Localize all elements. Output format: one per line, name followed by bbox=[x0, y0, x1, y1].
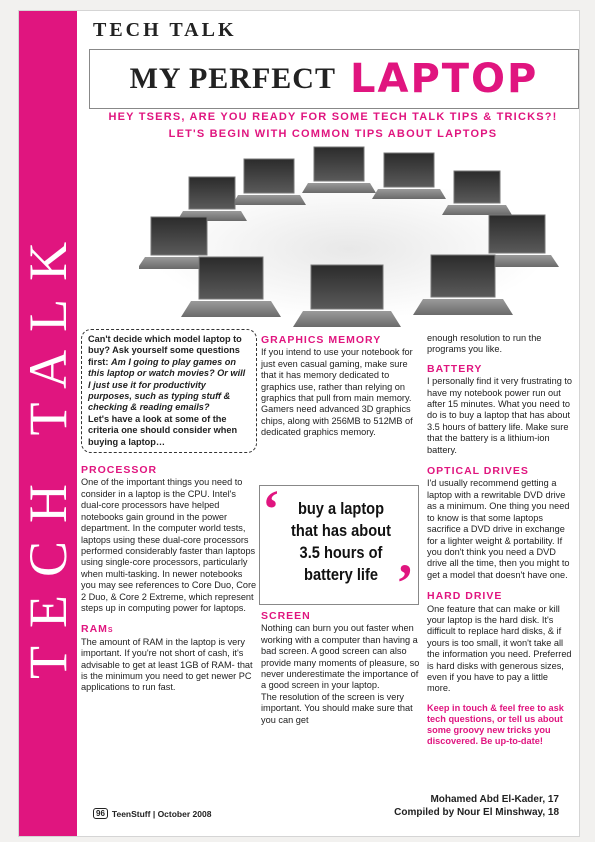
headline-pre: MY PERFECT bbox=[129, 62, 336, 95]
graphics-heading: GRAPHICS MEMORY bbox=[261, 334, 382, 346]
compiler: Compiled by Nour El Minshway, 18 bbox=[394, 807, 559, 818]
headline-big: LAPTOP bbox=[350, 56, 539, 102]
outro: Keep in touch & feel free to ask tech questions, or tell us about some groovy new tricks you discovered. Be up-to-date! bbox=[427, 702, 564, 746]
credits bbox=[394, 793, 559, 819]
section-tag: TECH TALK bbox=[93, 19, 237, 41]
intro-line-1: HEY TSERS, ARE YOU READY FOR SOME TECH TALK TIPS & TRICKS?! bbox=[108, 111, 558, 123]
graphics-body: If you intend to use your notebook for just even casual gaming, make sure that it has memory dedicated to graphics use, rather than relying on graphics that pull from main memory. Gamers need advanced 3D graphics chips, along with 256MB to 512MB of dedicated graphics memory. bbox=[261, 347, 413, 438]
column-1 bbox=[81, 329, 257, 694]
column-2-lower bbox=[261, 611, 421, 726]
optical-heading: OPTICAL DRIVES bbox=[427, 465, 529, 478]
intro-line-2: LET'S BEGIN WITH COMMON TIPS ABOUT LAPTOPS bbox=[168, 128, 498, 140]
headline-box bbox=[89, 49, 579, 109]
battery-heading: BATTERY bbox=[427, 362, 483, 375]
pull-quote: buy a laptop that has about 3.5 hours of battery life bbox=[291, 499, 391, 584]
author: Mohamed Abd El-Kader, 17 bbox=[430, 794, 559, 805]
pull-quote-box bbox=[259, 479, 419, 613]
battery-body: I personally find it very frustrating to have my notebook power run out after 15 minutes. What you need to do is to buy a laptop that has about 3.5 hours of battery life. Make sure that the battery is a lithium-ion battery. bbox=[427, 376, 573, 455]
resolution-continued: enough resolution to run the programs you like. bbox=[427, 333, 542, 355]
callout-box bbox=[81, 329, 257, 453]
rams-heading: RAMs bbox=[81, 623, 114, 636]
column-3 bbox=[427, 333, 573, 747]
magazine-info: TeenStuff | October 2008 bbox=[111, 808, 212, 819]
rams-body: The amount of RAM in the laptop is very important. If you're not short of cash, it's advisable to get at least 1GB of RAM- that is the minimum you need to get newer PC applications to run fast. bbox=[81, 636, 253, 693]
open-quote-icon: ‘ bbox=[262, 479, 280, 539]
screen-body-2: The resolution of the screen is very important. You should make sure that you can get bbox=[261, 691, 413, 725]
laptops-circle-icon bbox=[139, 139, 559, 329]
intro bbox=[89, 109, 577, 143]
screen-heading: SCREEN bbox=[261, 610, 311, 622]
magazine-page bbox=[18, 10, 580, 837]
close-quote-icon: ’ bbox=[396, 553, 414, 613]
callout-question: Am I going to play games on this laptop or watch movies? Or will I just use it for productivity purposes, such as typing stuff & checking & reading emails? bbox=[88, 356, 246, 413]
harddrive-heading: HARD DRIVE bbox=[427, 590, 503, 603]
page-number: 96 bbox=[93, 808, 108, 819]
harddrive-body: One feature that can make or kill your laptop is the hard disk. It's difficult to replace hard disks, & if yours is too small, it won't take all the information you need. Preferred is hard disks with generous sizes, even if you have to pay a little more. bbox=[427, 603, 572, 694]
side-label: TECH TALK bbox=[18, 223, 78, 679]
processor-heading: PROCESSOR bbox=[81, 464, 158, 477]
optical-body: I'd usually recommend getting a laptop with a rewritable DVD drive as a minimum. One thing you need to know is that some laptops sacrifice a DVD drive in exchange for a lighter weight & portability. If you don't think you need a DVD drive all the time, then you might to get a model that doesn't have one. bbox=[427, 478, 570, 580]
column-2 bbox=[261, 335, 421, 439]
footer bbox=[93, 808, 211, 819]
screen-body-1: Nothing can burn you out faster when working with a computer than having a bad screen. A good screen can also provide many moments of pleasure, so never underestimate the importance of a good screen in your laptop. bbox=[261, 623, 420, 691]
callout-lead: Can't decide which model laptop to buy? Ask yourself some questions first: bbox=[88, 334, 242, 367]
side-bar bbox=[19, 11, 77, 836]
callout-tail: Let's have a look at some of the criteria one should consider when buying a laptop… bbox=[88, 413, 238, 447]
processor-body: One of the important things you need to consider in a laptop is the CPU. Intel's dual-core processors have helped notebooks gain ground in the power department. In the computer world tests, laptops using these dual-core processors performed considerably faster than laptops using single-core processors, particularly when multi-tasking. In newer notebooks you may see references to Core Duo, Core 2 Duo, & Core 2 Extreme, which represent steps up in computing power for laptops. bbox=[81, 477, 257, 613]
